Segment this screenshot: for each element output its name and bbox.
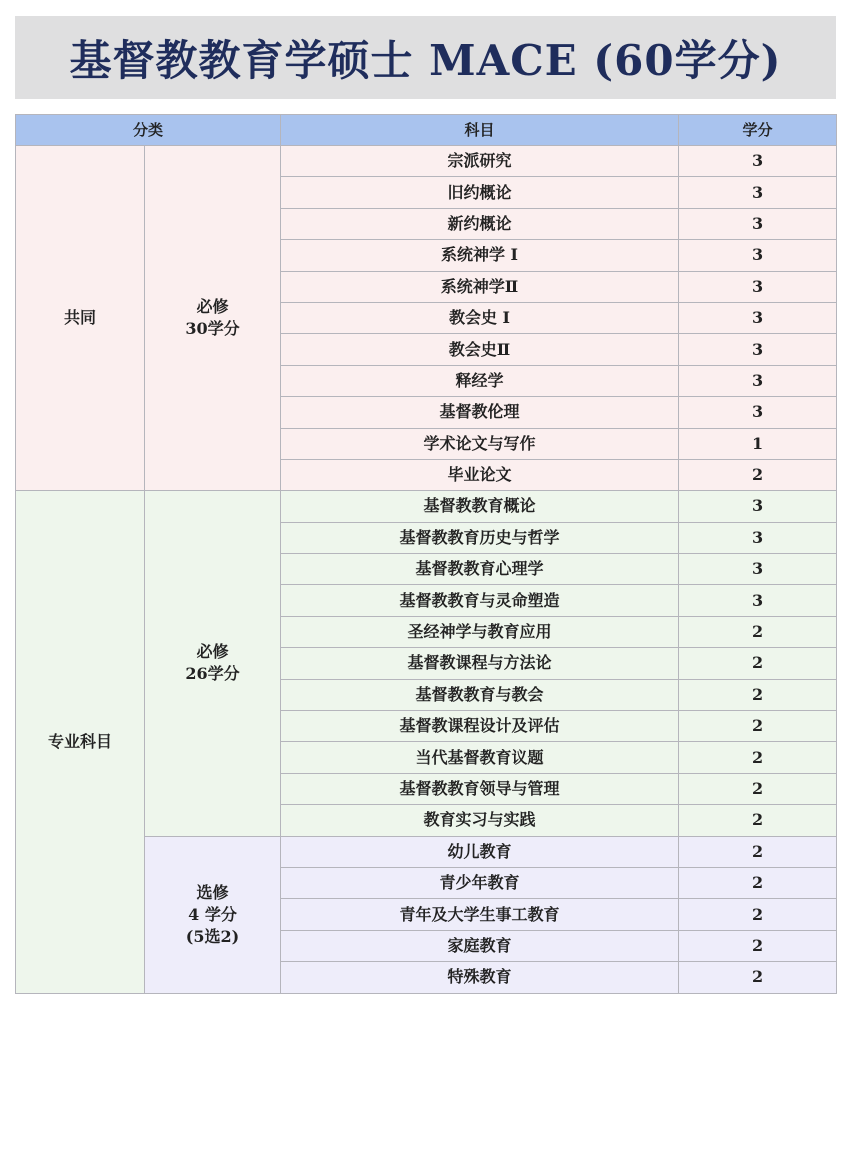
course-credits: 2 [679,679,837,710]
course-credits: 2 [679,962,837,993]
course-credits: 2 [679,867,837,898]
subgroup-common-required: 必修 30学分 [145,146,281,491]
course-credits: 3 [679,522,837,553]
course-name: 基督教伦理 [281,397,679,428]
course-name: 系统神学Ⅱ [281,271,679,302]
course-name: 基督教教育领导与管理 [281,773,679,804]
course-credits: 3 [679,554,837,585]
course-credits: 3 [679,177,837,208]
course-credits: 3 [679,302,837,333]
page-title: 基督教教育学硕士 MACE (60学分) [69,35,782,85]
course-credits: 3 [679,208,837,239]
course-name: 幼儿教育 [281,836,679,867]
course-name: 基督教课程设计及评估 [281,711,679,742]
course-credits: 1 [679,428,837,459]
table-header-row [16,115,837,146]
subgroup-major-elective: 选修 4 学分 (5选2) [145,836,281,993]
course-credits: 2 [679,773,837,804]
header-credits: 学分 [679,115,837,146]
course-credits: 2 [679,836,837,867]
course-name: 基督教教育与教会 [281,679,679,710]
course-credits: 3 [679,491,837,522]
course-credits: 3 [679,240,837,271]
course-credits: 3 [679,365,837,396]
course-credits: 2 [679,930,837,961]
course-name: 特殊教育 [281,962,679,993]
subgroup-major-required: 必修 26学分 [145,491,281,836]
course-credits: 3 [679,271,837,302]
course-name: 教会史Ⅱ [281,334,679,365]
course-credits: 2 [679,805,837,836]
course-credits: 3 [679,585,837,616]
course-name: 当代基督教育议题 [281,742,679,773]
course-name: 教育实习与实践 [281,805,679,836]
group-major: 专业科目 [16,491,145,993]
course-name: 基督教教育历史与哲学 [281,522,679,553]
course-credits: 2 [679,899,837,930]
course-name: 青少年教育 [281,867,679,898]
course-name: 释经学 [281,365,679,396]
group-common: 共同 [16,146,145,491]
course-name: 青年及大学生事工教育 [281,899,679,930]
course-name: 基督教教育心理学 [281,554,679,585]
table-row [16,491,837,522]
course-name: 基督教教育概论 [281,491,679,522]
course-name: 学术论文与写作 [281,428,679,459]
course-credits: 2 [679,711,837,742]
course-name: 系统神学 I [281,240,679,271]
course-name: 家庭教育 [281,930,679,961]
course-name: 毕业论文 [281,459,679,490]
course-credits: 2 [679,742,837,773]
course-name: 基督教教育与灵命塑造 [281,585,679,616]
course-credits: 2 [679,459,837,490]
course-name: 旧约概论 [281,177,679,208]
course-credits: 2 [679,616,837,647]
course-name: 新约概论 [281,208,679,239]
curriculum-table [15,114,837,994]
course-credits: 3 [679,334,837,365]
table-row [16,146,837,177]
course-name: 宗派研究 [281,146,679,177]
course-credits: 3 [679,146,837,177]
header-subject: 科目 [281,115,679,146]
course-name: 教会史 I [281,302,679,333]
title-banner [15,16,836,99]
course-name: 圣经神学与教育应用 [281,616,679,647]
course-credits: 3 [679,397,837,428]
table-body [16,146,837,994]
course-credits: 2 [679,648,837,679]
course-name: 基督教课程与方法论 [281,648,679,679]
header-category: 分类 [16,115,281,146]
